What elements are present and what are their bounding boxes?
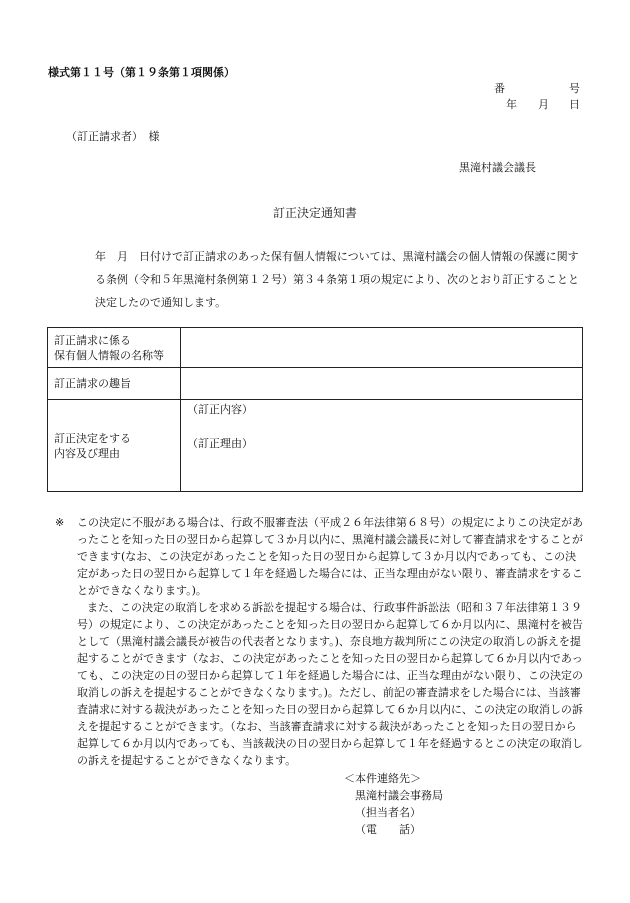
note-mark: ※ [55,516,65,529]
day-label: 日 [569,98,580,111]
request-subject-label-line1: 訂正請求に係る [54,333,131,347]
decision-content-label-line1: 訂正決定をする [54,431,131,445]
form-number: 様式第１１号（第１９条第１項関係） [48,66,235,79]
decision-content-label-line2: 内容及び理由 [54,446,120,460]
table-row [48,400,583,492]
contact-block [344,770,443,838]
addressee: （訂正請求者） 様 [66,130,160,143]
correction-reason-item: （訂正理由） [187,437,253,450]
number-label: 番 [494,82,505,95]
contact-heading: ＜本件連絡先＞ [344,772,421,785]
sender: 黒滝村議会議長 [459,161,536,174]
request-purpose-value[interactable] [181,368,583,400]
request-purpose-label: 訂正請求の趣旨 [48,368,181,400]
body-text: 年 月 日付けで訂正請求のあった保有個人情報については、黒滝村議会の個人情報の保護に関する条例（令和５年黒滝村条例第１２号）第３４条第１項の規定により、次のとおり訂正することと決定したので通知します。 [95,250,579,309]
year-label: 年 [506,98,517,111]
body-paragraph [48,245,584,314]
contact-person: （担当者名） [355,806,421,819]
info-table [47,327,583,492]
notice-paragraph-2: また、この決定の取消しを求める訴訟を提起する場合は、行政事件訴訟法（昭和３７年法律第１３９号）の規定により、この決定があったことを知った日の翌日から起算して６か月以内に、黒滝村を被告として（黒滝村議会議長が被告の代表者となります。)、奈良地方裁判所にこの決定の取消しの訴えを提起することができます（なお、この決定があったことを知った日の翌日から起算して６か月以内であっても、この決定の日の翌日から起算して１年を経過した場合には、正当な理由がない限り、この決定の取消しの訴えを提起することができなくなります。)。ただし、前記の審査請求をした場合には、当該審査請求に対する裁決があったことを知った日の翌日から起算して６か月以内に、この決定の取消しの訴えを提起することができます。（なお、当該審査請求に対する裁決があったことを知った日の翌日から起算して６か月以内であっても、当該裁決の日の翌日から起算して１年を経過するとこの決定の取消しの訴えを提起することができなくなります。 [77,601,583,767]
request-subject-label-line2: 保有個人情報の名称等 [54,348,164,362]
appeal-notice [55,514,585,769]
notice-paragraph-1: この決定に不服がある場合は、行政不服審査法（平成２６年法律第６８号）の規定によりこの決定があったことを知った日の翌日から起算して３か月以内に、黒滝村議会議長に対して審査請求をすることができます(なお、この決定があったことを知った日の翌日から起算して３か月以内であっても、この決定があった日の翌日から起算して１年を経過した場合には、正当な理由がない限り、審査請求をすることができなくなります。)。 [77,516,583,597]
contact-phone: （電 話） [355,823,421,836]
decision-content-value[interactable] [181,400,583,492]
request-subject-value[interactable] [181,328,583,368]
number-suffix: 号 [569,82,580,95]
table-row [48,328,583,368]
document-title: 訂正決定通知書 [272,206,357,220]
correction-content-item: （訂正内容） [187,403,253,416]
request-subject-label [48,328,181,368]
month-label: 月 [538,98,549,111]
table-row [48,368,583,400]
contact-office: 黒滝村議会事務局 [355,789,443,802]
decision-content-label [48,400,181,492]
